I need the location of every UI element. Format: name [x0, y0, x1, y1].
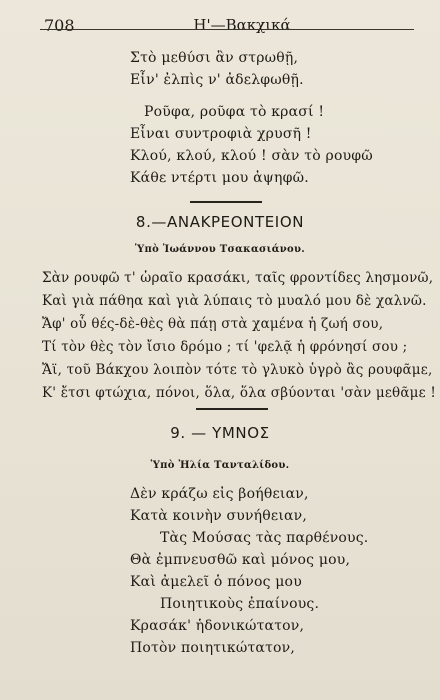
verse-line: Κ' ἔτσι φτώχια, πόνοι, ὅλα, ὅλα σβύονται 'σὰν μεθᾶμε !	[42, 385, 436, 401]
verse-line: Ἄϊ, τοῦ Βάκχου λοιπὸν τότε τὸ γλυκὸ ὑγρὸ ἂς ρουφᾶμε,	[42, 362, 433, 378]
verse-line: Κλού, κλού, κλού ! σὰν τὸ ρουφῶ	[130, 148, 373, 164]
section-byline-8: Ὑπὸ Ἰωάννου Τσακασιάνου.	[135, 244, 305, 255]
verse-line: Ποιητικοὺς ἐπαίνους.	[160, 596, 320, 612]
header-rule	[40, 29, 414, 30]
verse-line: Κάθε ντέρτι μου ἀψηφῶ.	[130, 170, 309, 186]
verse-line: Ποτὸν ποιητικώτατον,	[130, 640, 296, 656]
section-divider	[190, 201, 262, 203]
verse-line: Κατὰ κοινὴν συνήθειαν,	[130, 508, 308, 524]
page-number: 708	[44, 16, 75, 35]
verse-line: Τὰς Μούσας τὰς παρθένους.	[160, 530, 369, 546]
verse-line: Ροῦφα, ροῦφα τὸ κρασί !	[144, 104, 325, 120]
verse-line: Εἶν' ἐλπὶς ν' ἀδελφωθῇ.	[130, 72, 304, 88]
section-heading-8: 8.—ΑΝΑΚΡΕΟΝΤΕΙΟΝ	[135, 213, 305, 231]
verse-line: Σὰν ρουφῶ τ' ὡραῖο κρασάκι, ταῖς φροντίδες λησμονῶ,	[42, 270, 434, 286]
verse-line: Θὰ ἐμπνευσθῶ καὶ μόνος μου,	[130, 552, 351, 568]
section-heading-9: 9. — ΥΜΝΟΣ	[170, 424, 270, 442]
section-divider	[196, 408, 268, 410]
verse-line: Στὸ μεθύσι ἂν στρωθῇ,	[130, 50, 299, 66]
verse-line: Καὶ ἀμελεῖ ὁ πόνος μου	[130, 574, 302, 590]
verse-line: Ἄφ' οὗ θές-δὲ-θὲς θὰ πάῃ στὰ χαμένα ἡ ζωή σου,	[42, 316, 384, 332]
running-title: Η'—Βακχικά	[193, 16, 291, 34]
section-byline-9: Ὑπὸ Ἠλία Τανταλίδου.	[150, 460, 290, 471]
verse-line: Δὲν κράζω εἰς βοήθειαν,	[130, 486, 309, 502]
verse-line: Κρασάκ' ἡδονικώτατον,	[130, 618, 305, 634]
verse-line: Εἶναι συντροφιὰ χρυσῆ !	[130, 126, 312, 142]
verse-line: Καὶ γιὰ πάθηα καὶ γιὰ λύπαις τὸ μυαλό μου δὲ χαλνῶ.	[42, 293, 427, 309]
verse-line: Τί τὸν θὲς τὸν ἴσιο δρόμο ; τί 'φελᾷ ἡ φρόνησί σου ;	[42, 339, 408, 355]
